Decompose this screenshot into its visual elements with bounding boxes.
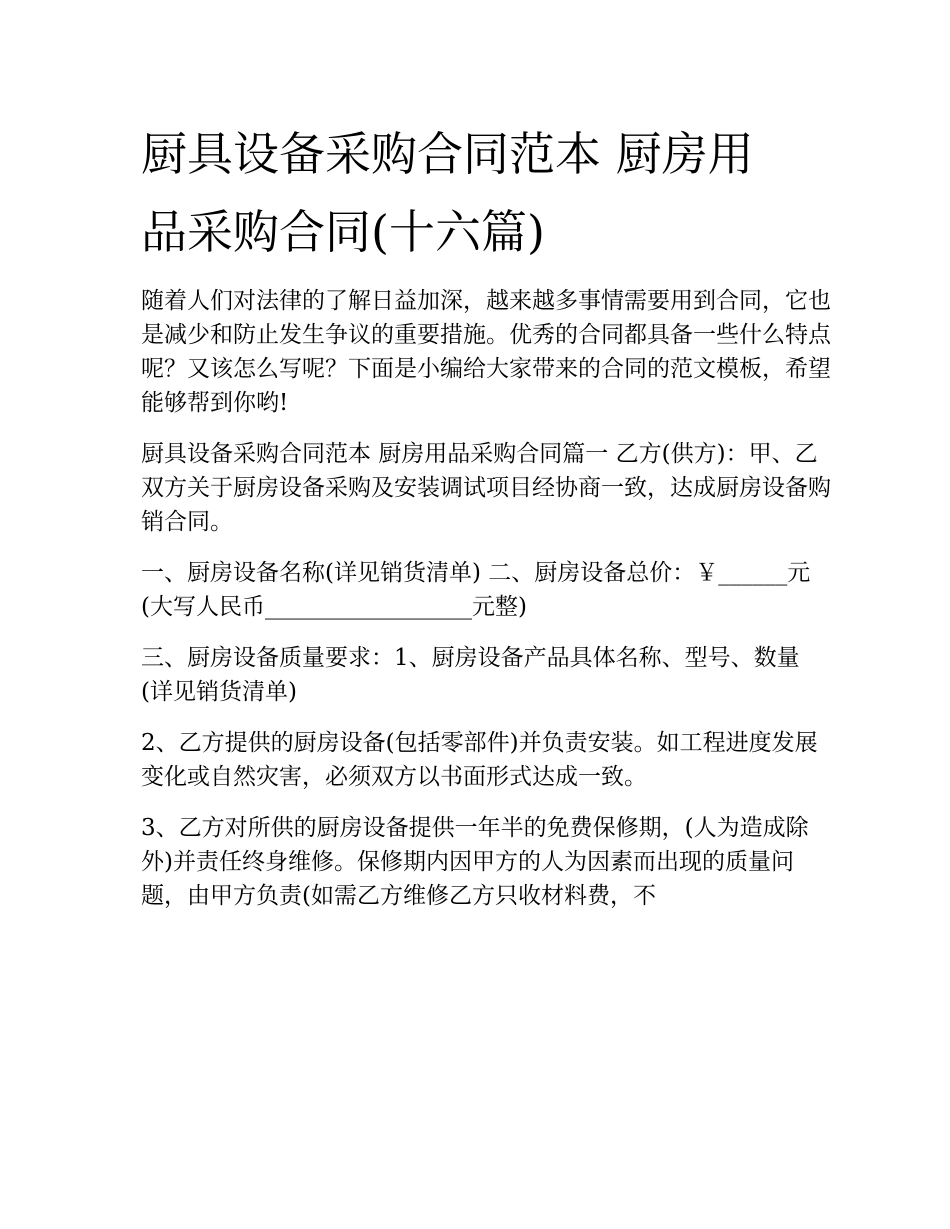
paragraph-equipment-name-price: 一、厨房设备名称(详见销货清单) 二、厨房设备总价：￥______元(大写人民币__________________元整) xyxy=(141,560,811,620)
paragraph-quality-requirements: 三、厨房设备质量要求：1、厨房设备产品具体名称、型号、数量(详见销货清单) xyxy=(141,645,800,705)
document-body xyxy=(141,284,831,930)
title-line-2: 品采购合同(十六篇) xyxy=(141,205,545,259)
paragraph-installation: 2、乙方提供的厨房设备(包括零部件)并负责安装。如工程进度发展变化或自然灾害，必须双方以书面形式达成一致。 xyxy=(141,730,818,790)
paragraph-intro: 随着人们对法律的了解日益加深，越来越多事情需要用到合同，它也是减少和防止发生争议的重要措施。优秀的合同都具备一些什么特点呢？又该怎么写呢？下面是小编给大家带来的合同的范文模板，希望能够帮到你哟! xyxy=(141,288,831,416)
paragraph-contract-parties: 厨具设备采购合同范本 厨房用品采购合同篇一 乙方(供方)：甲、乙双方关于厨房设备采购及安装调试项目经协商一致，达成厨房设备购销合同。 xyxy=(141,441,831,535)
paragraph-warranty: 3、乙方对所供的厨房设备提供一年半的免费保修期，(人为造成除外)并责任终身维修。保修期内因甲方的人为因素而出现的质量问题，由甲方负责(如需乙方维修乙方只收材料费，不 xyxy=(141,815,809,909)
title-line-1: 厨具设备采购合同范本 厨房用 xyxy=(141,127,754,181)
document-title xyxy=(141,115,831,271)
